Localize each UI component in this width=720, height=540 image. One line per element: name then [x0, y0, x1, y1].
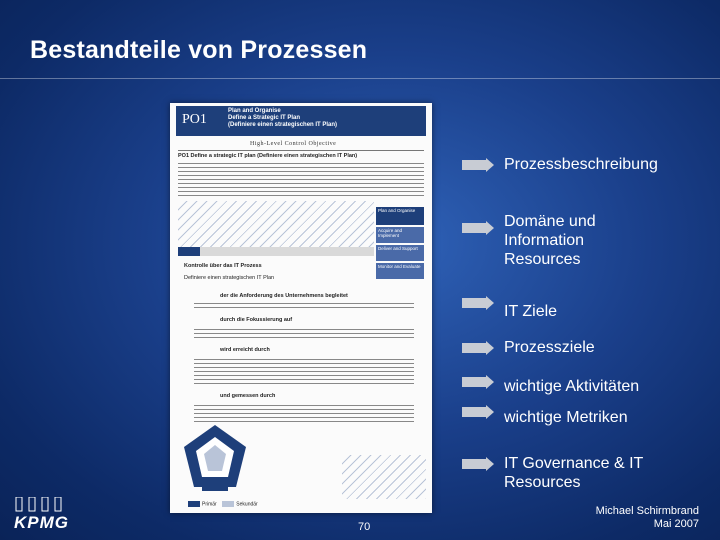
arrow-icon: [462, 221, 494, 235]
arrow-icon: [462, 296, 494, 310]
control-line: Kontrolle über das IT Prozess: [184, 263, 262, 269]
item-governance: IT Governance & IT Resources: [504, 455, 644, 491]
kpmg-logo-text: KPMG: [14, 513, 69, 532]
step-achieved: wird erreicht durch: [220, 347, 270, 353]
section-heading: High-Level Control Objective: [250, 141, 337, 147]
domain-box-deliver: Deliver and Support: [376, 245, 424, 261]
domain-box-monitor: Monitor and Evaluate: [376, 263, 424, 279]
process-code: PO1: [182, 112, 207, 127]
item-domaene: Domäne und Information Resources: [504, 213, 596, 268]
header-line-3: (Definiere einen strategischen IT Plan): [228, 122, 338, 128]
step-achieved-text: [194, 359, 414, 387]
it-governance-wheel: [180, 421, 250, 497]
step-measured: und gemessen durch: [220, 393, 276, 399]
domain-box-acquire: Acquire and Implement: [376, 227, 424, 243]
slide-title: Bestandteile von Prozessen: [30, 36, 368, 64]
domain-box-plan: Plan and Organise: [376, 207, 424, 225]
arrow-icon: [462, 457, 494, 471]
item-aktivitaeten: wichtige Aktivitäten: [504, 378, 640, 395]
diagram-primary-bar: [178, 247, 200, 256]
item-prozessziele: Prozessziele: [504, 339, 595, 356]
resource-hatch: [342, 455, 426, 499]
legend-primary-swatch: [188, 501, 200, 507]
step-focus: durch die Fokussierung auf: [220, 317, 293, 323]
step-requirement-text: [194, 303, 414, 311]
step-requirement: der die Anforderung des Unternehmens begleitet: [220, 293, 348, 299]
document-page: [170, 103, 432, 513]
diagram-secondary-bar: [200, 247, 374, 256]
header-line-2: Define a Strategic IT Plan: [228, 115, 301, 121]
legend: [188, 501, 258, 507]
legend-secondary-swatch: [222, 501, 234, 507]
document-header: [176, 106, 426, 136]
arrow-icon: [462, 405, 494, 419]
author-date: Mai 2007: [653, 518, 699, 530]
arrow-icon: [462, 375, 494, 389]
page-number: 70: [358, 521, 371, 533]
author-block: [596, 505, 699, 531]
item-prozessbeschreibung: Prozessbeschreibung: [504, 156, 658, 173]
item-metriken: wichtige Metriken: [504, 409, 628, 426]
arrow-icon: [462, 158, 494, 172]
arrow-icon: [462, 341, 494, 355]
legend-primary: Primär: [202, 501, 217, 508]
heading-rule: [178, 150, 424, 151]
control-sub: Definiere einen strategischen IT Plan: [184, 275, 275, 281]
legend-secondary: Sekundär: [236, 501, 258, 508]
author-name: Michael Schirmbrand: [595, 505, 699, 517]
item-it-ziele: IT Ziele: [504, 303, 558, 320]
header-line-1: Plan and Organise: [228, 108, 281, 114]
intro-lead: PO1 Define a strategic IT plan (Definiere einen strategischen IT Plan): [178, 153, 358, 159]
resource-diagram: [178, 201, 374, 247]
document-header-text: [228, 108, 337, 129]
intro-text: [178, 163, 424, 199]
title-divider: [0, 78, 720, 79]
step-focus-text: [194, 329, 414, 341]
